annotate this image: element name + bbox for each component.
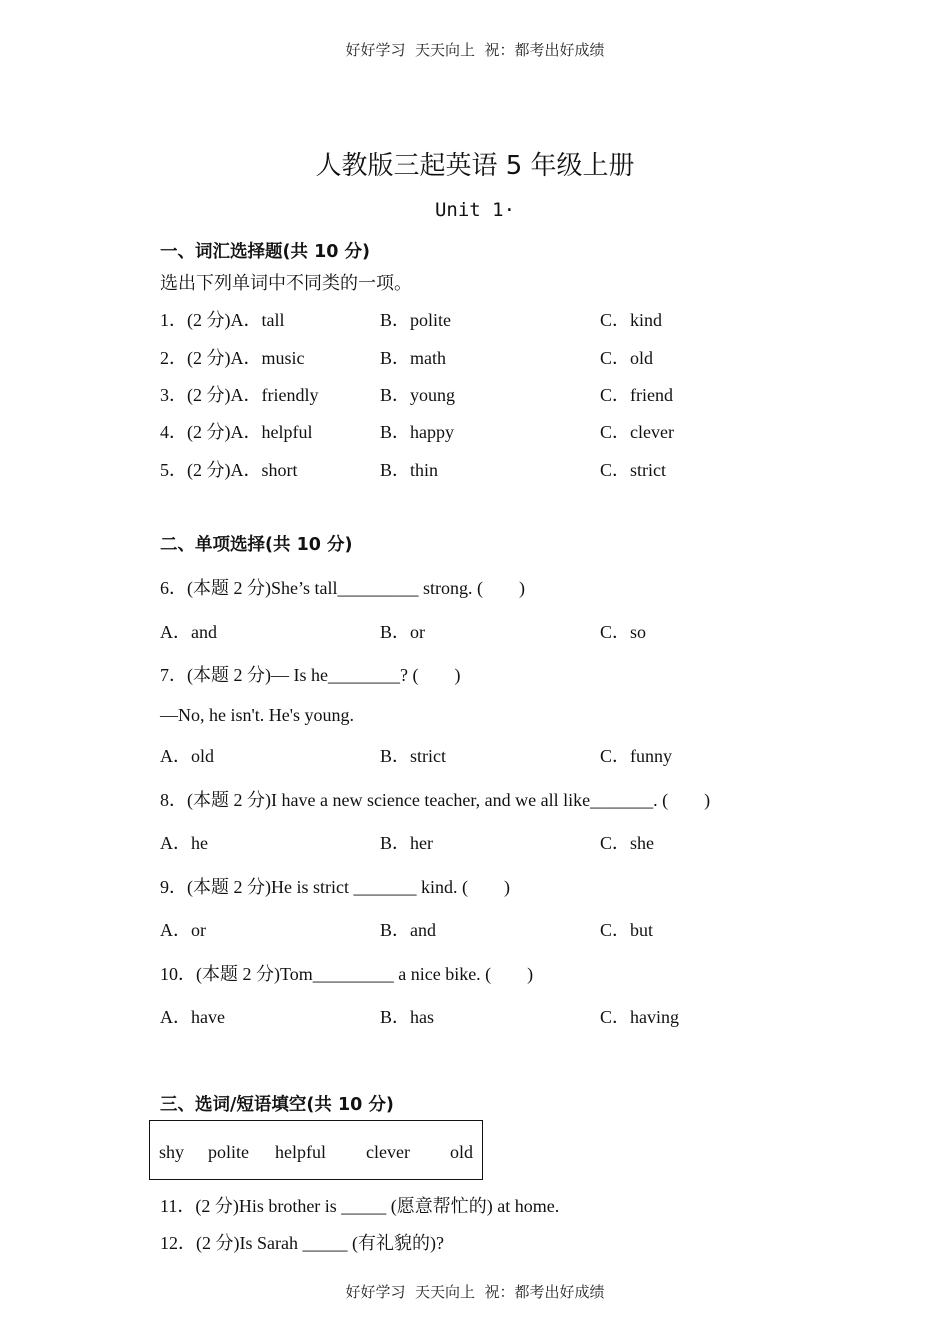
option-c: C．having <box>600 1007 679 1027</box>
option-b: B．strict <box>380 746 446 766</box>
question-6-stem: 6．(本题 2 分)She’s tall_________ strong. ( ) <box>160 578 525 598</box>
question-10-stem: 10．(本题 2 分)Tom_________ a nice bike. ( ) <box>160 964 534 984</box>
word-bank-item: polite <box>208 1142 249 1162</box>
word-bank <box>149 1120 483 1180</box>
option-c: C．strict <box>600 460 666 480</box>
section3-heading: 三、选词/短语填空(共 10 分) <box>160 1095 394 1115</box>
question-8-stem: 8．(本题 2 分)I have a new science teacher, and we all like_______. ( ) <box>160 790 711 810</box>
option-c: C．so <box>600 622 647 642</box>
word-bank-item: shy <box>159 1142 185 1162</box>
question-9-options <box>160 916 860 942</box>
option-b: B．or <box>380 622 425 642</box>
question-3 <box>160 381 860 407</box>
option-a: A．or <box>160 920 206 940</box>
option-b: B．and <box>380 920 436 940</box>
option-a: A．and <box>160 622 217 642</box>
option-c: C．friend <box>600 385 673 405</box>
question-stem: 5．(2 分)A．short <box>160 460 298 480</box>
option-b: B．polite <box>380 310 451 330</box>
question-12: 12．(2 分)Is Sarah _____ (有礼貌的)? <box>160 1233 444 1253</box>
section2-heading: 二、单项选择(共 10 分) <box>160 535 353 555</box>
section1-heading: 一、词汇选择题(共 10 分) <box>160 242 371 262</box>
page-header: 好好学习 天天向上 祝：都考出好成绩 <box>345 41 605 59</box>
word-bank-item: old <box>450 1142 474 1162</box>
option-c: C．funny <box>600 746 672 766</box>
question-6-options <box>160 618 860 644</box>
question-7-dialogue: —No, he isn't. He's young. <box>160 705 354 725</box>
section1-instruction: 选出下列单词中不同类的一项。 <box>160 273 412 293</box>
option-b: B．young <box>380 385 456 405</box>
option-b: B．thin <box>380 460 439 480</box>
option-c: C．she <box>600 833 654 853</box>
option-b: B．happy <box>380 422 454 442</box>
unit-label: Unit 1· <box>434 199 516 221</box>
option-a: A．old <box>160 746 214 766</box>
question-9-stem: 9．(本题 2 分)He is strict _______ kind. ( ) <box>160 877 510 897</box>
word-bank-item: clever <box>366 1142 410 1162</box>
word-bank-item: helpful <box>275 1142 326 1162</box>
option-c: C．clever <box>600 422 674 442</box>
option-c: C．old <box>600 348 654 368</box>
option-c: C．kind <box>600 310 663 330</box>
question-stem: 2．(2 分)A．music <box>160 348 305 368</box>
option-b: B．her <box>380 833 433 853</box>
question-4 <box>160 418 860 444</box>
question-stem: 4．(2 分)A．helpful <box>160 422 313 442</box>
option-a: A．have <box>160 1007 225 1027</box>
document-title: 人教版三起英语 5 年级上册 <box>315 151 635 181</box>
page-footer: 好好学习 天天向上 祝：都考出好成绩 <box>345 1283 605 1301</box>
option-a: A．he <box>160 833 208 853</box>
question-1 <box>160 306 860 332</box>
question-7-stem: 7．(本题 2 分)— Is he________? ( ) <box>160 665 461 685</box>
option-c: C．but <box>600 920 654 940</box>
question-11: 11．(2 分)His brother is _____ (愿意帮忙的) at home. <box>160 1196 560 1216</box>
option-b: B．has <box>380 1007 434 1027</box>
question-2 <box>160 344 860 370</box>
option-b: B．math <box>380 348 446 368</box>
question-10-options <box>160 1003 860 1029</box>
question-stem: 1．(2 分)A．tall <box>160 310 285 330</box>
question-stem: 3．(2 分)A．friendly <box>160 385 319 405</box>
question-7-options <box>160 742 860 768</box>
question-5 <box>160 456 860 482</box>
question-8-options <box>160 829 860 855</box>
